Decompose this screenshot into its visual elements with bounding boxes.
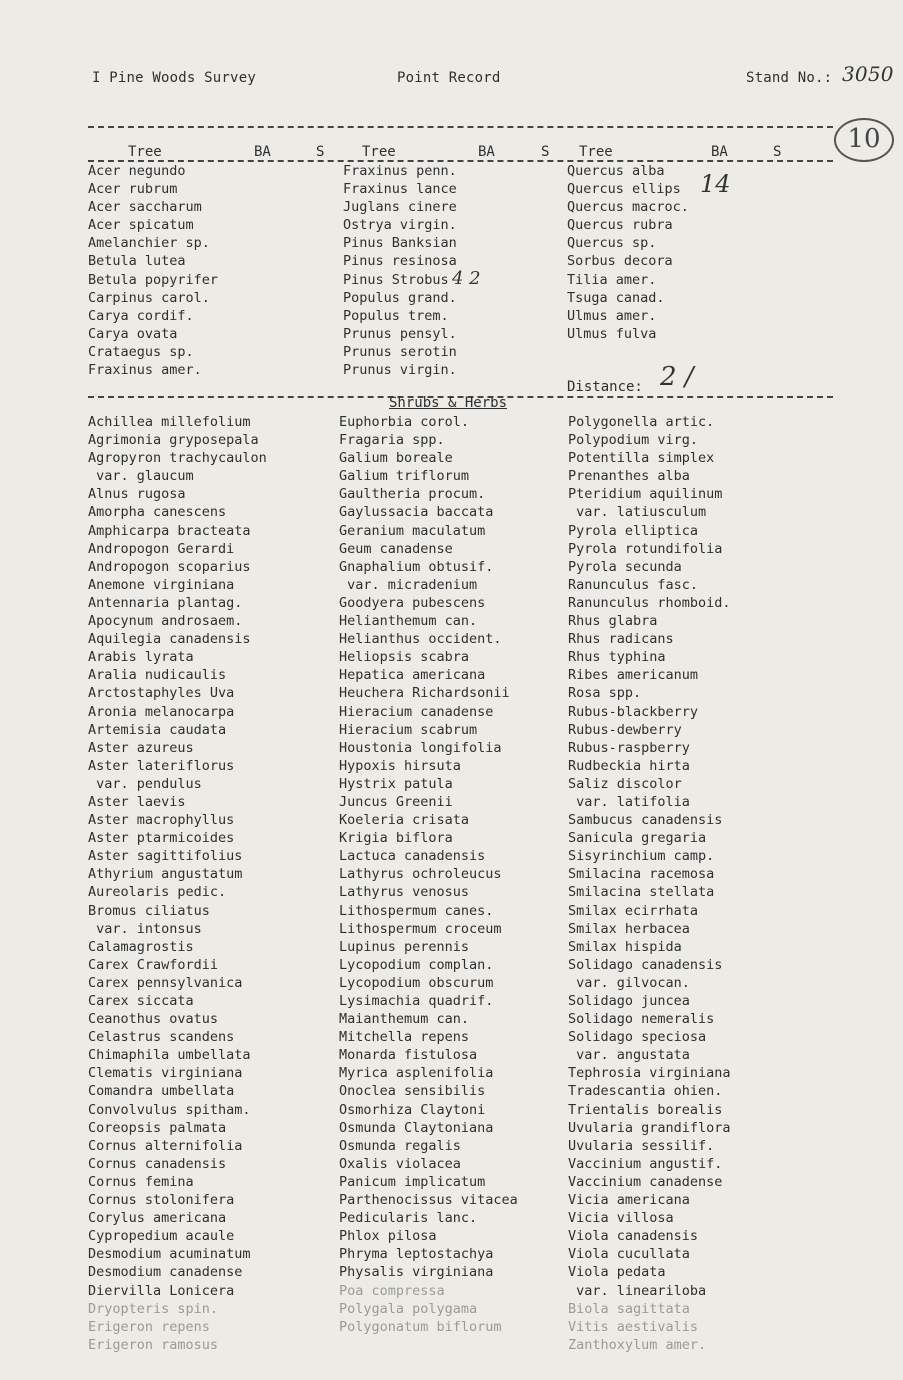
species-entry: Solidago nemeralis: [568, 1011, 715, 1028]
species-entry: Gaultheria procum.: [339, 486, 486, 503]
species-entry: Amorpha canescens: [88, 504, 227, 521]
species-entry: Agrimonia gryposepala: [88, 432, 259, 449]
species-entry: Andropogon scoparius: [88, 558, 251, 575]
species-entry: Aster ptarmicoides: [88, 830, 235, 847]
herb-list-col-1: [88, 413, 267, 1354]
species-entry: Euphorbia corol.: [339, 414, 470, 430]
species-entry: Phlox pilosa: [339, 1228, 437, 1245]
species-entry: Populus trem.: [343, 307, 449, 324]
distance-label: Distance:: [567, 379, 643, 395]
species-entry: Polygonella artic.: [568, 414, 715, 430]
species-entry: Aster lateriflorus: [88, 757, 235, 774]
species-entry: Apocynum androsaem.: [88, 613, 243, 630]
species-entry: Clematis virginiana: [88, 1065, 243, 1082]
species-entry: Aster azureus: [88, 739, 194, 756]
species-entry: var. latiusculum: [568, 504, 707, 521]
species-entry: Pyrola rotundifolia: [568, 540, 723, 557]
species-entry: Rubus-raspberry: [568, 739, 690, 756]
species-entry: Geum canadense: [339, 540, 453, 557]
species-entry: Convolvulus spitham.: [88, 1101, 251, 1118]
species-entry: Monarda fistulosa: [339, 1047, 478, 1064]
species-entry: Osmunda Claytoniana: [339, 1119, 494, 1136]
species-entry: Biola sagittata: [568, 1300, 690, 1317]
species-entry: Viola pedata: [568, 1264, 666, 1281]
species-entry: Polygala polygama: [339, 1300, 478, 1317]
species-entry: Onoclea sensibilis: [339, 1083, 486, 1100]
species-entry: Vaccinium angustif.: [568, 1155, 723, 1172]
species-entry: Quercus rubra: [567, 217, 673, 234]
species-entry: Prunus pensyl.: [343, 325, 457, 342]
species-entry: Tilia amer.: [567, 271, 657, 288]
species-entry: var. latifolia: [568, 793, 690, 810]
species-entry: Vicia americana: [568, 1192, 690, 1209]
species-entry: Mitchella repens: [339, 1029, 470, 1046]
species-entry: Cornus canadensis: [88, 1155, 227, 1172]
species-entry: Rubus-blackberry: [568, 703, 699, 720]
species-entry: Houstonia longifolia: [339, 739, 502, 756]
tree-header-3: Tree: [579, 144, 613, 160]
species-entry: Rhus radicans: [568, 631, 674, 648]
species-entry: Calamagrostis: [88, 938, 194, 955]
species-entry: Carex pennsylvanica: [88, 974, 243, 991]
species-entry: Coreopsis palmata: [88, 1119, 227, 1136]
species-entry: Cypropedium acaule: [88, 1228, 235, 1245]
species-entry: Lysimachia quadrif.: [339, 993, 494, 1009]
species-entry: Desmodium acuminatum: [88, 1246, 251, 1263]
species-entry: Geranium maculatum: [339, 522, 486, 539]
tree-header-2: Tree: [362, 144, 396, 160]
species-entry: Rhus glabra: [568, 613, 658, 630]
species-entry: Poa compressa: [339, 1282, 445, 1299]
species-entry: Osmunda regalis: [339, 1137, 461, 1154]
shrubs-herbs-title: Shrubs & Herbs: [389, 395, 508, 411]
species-entry: Lupinus perennis: [339, 938, 470, 955]
species-entry: Carpinus carol.: [88, 289, 210, 306]
species-entry: var. angustata: [568, 1047, 690, 1064]
s-header-2: S: [541, 144, 550, 160]
ba-header-2: BA: [478, 144, 495, 160]
species-entry: Helianthemum can.: [339, 613, 478, 630]
species-entry: Smilacina racemosa: [568, 866, 715, 883]
species-entry: Myrica asplenifolia: [339, 1065, 494, 1082]
species-entry: Pinus resinosa: [343, 253, 457, 270]
species-entry: Solidago juncea: [568, 993, 690, 1009]
species-entry: Arctostaphyles Uva: [88, 685, 235, 702]
species-entry: Acer rubrum: [88, 181, 178, 198]
species-entry: Galium triflorum: [339, 468, 470, 485]
species-entry: Juncus Greenii: [339, 793, 453, 810]
species-entry: Quercus macroc.: [567, 199, 689, 216]
species-entry: Solidago canadensis: [568, 956, 723, 973]
species-entry: Lithospermum canes.: [339, 902, 494, 919]
species-entry: Crataegus sp.: [88, 343, 194, 360]
species-entry: Erigeron ramosus: [88, 1336, 219, 1353]
species-entry: Viola cucullata: [568, 1246, 690, 1263]
species-entry: Achillea millefolium: [88, 414, 251, 430]
species-entry: Parthenocissus vitacea: [339, 1192, 518, 1209]
species-entry: Cornus femina: [88, 1173, 194, 1190]
species-entry: Andropogon Gerardi: [88, 540, 235, 557]
species-entry: Amphicarpa bracteata: [88, 522, 251, 539]
species-entry: Quercus ellips: [567, 181, 681, 198]
species-entry: Oxalis violacea: [339, 1155, 461, 1172]
species-entry: Smilax hispida: [568, 938, 682, 955]
species-entry: Athyrium angustatum: [88, 866, 243, 883]
distance-value: 2 /: [660, 362, 694, 392]
tree-header-1: Tree: [128, 144, 162, 160]
species-entry: Hieracium scabrum: [339, 721, 478, 738]
species-entry: Smilax herbacea: [568, 920, 690, 937]
stand-number: 3050: [842, 62, 894, 86]
species-entry: Carex Crawfordii: [88, 956, 219, 973]
species-entry: Sorbus decora: [567, 253, 673, 270]
species-entry: Populus grand.: [343, 289, 457, 306]
ba-header-3: BA: [711, 144, 728, 160]
species-entry: Desmodium canadense: [88, 1264, 243, 1281]
species-entry: Gnaphalium obtusif.: [339, 558, 494, 575]
species-entry: Goodyera pubescens: [339, 594, 486, 611]
species-entry: Fraxinus amer.: [88, 362, 202, 379]
species-entry: Amelanchier sp.: [88, 235, 210, 252]
species-entry: Vitis aestivalis: [568, 1318, 699, 1335]
species-entry: Lycopodium obscurum: [339, 974, 494, 991]
species-entry: Polypodium virg.: [568, 432, 699, 449]
species-entry: Rhus typhina: [568, 649, 666, 666]
species-entry: Chimaphila umbellata: [88, 1047, 251, 1064]
species-entry: Alnus rugosa: [88, 486, 186, 503]
handwritten-ba-pinus: 4 2: [452, 268, 481, 289]
species-entry: Helianthus occident.: [339, 631, 502, 648]
species-entry: Hepatica americana: [339, 667, 486, 684]
species-entry: var. gilvocan.: [568, 974, 690, 991]
species-entry: Aster macrophyllus: [88, 812, 235, 829]
species-entry: Polygonatum biflorum: [339, 1318, 502, 1335]
species-entry: var. linearilobа: [568, 1282, 707, 1299]
species-entry: Prunus serotin: [343, 343, 457, 360]
species-entry: Anemone virginiana: [88, 576, 235, 593]
species-entry: Tsuga canad.: [567, 289, 665, 306]
species-entry: Acer negundo: [88, 163, 186, 179]
species-entry: Rosa spp.: [568, 685, 642, 702]
species-entry: Heliopsis scabra: [339, 649, 470, 666]
species-entry: Antennaria plantag.: [88, 594, 243, 611]
species-entry: Phryma leptostachya: [339, 1246, 494, 1263]
species-entry: Maianthemum can.: [339, 1011, 470, 1028]
species-entry: Cornus alternifolia: [88, 1137, 243, 1154]
species-entry: Diervilla Lonicera: [88, 1282, 235, 1299]
species-entry: Betula lutea: [88, 253, 186, 270]
species-entry: Aronia melanocarpa: [88, 703, 235, 720]
species-entry: Artemisia caudata: [88, 721, 227, 738]
species-entry: Aralia nudicaulis: [88, 667, 227, 684]
stand-label: Stand No.:: [746, 70, 833, 86]
species-entry: Quercus alba: [567, 163, 665, 179]
species-entry: Heuchera Richardsonii: [339, 685, 510, 702]
species-entry: Ceanothus ovatus: [88, 1011, 219, 1028]
species-entry: Aster laevis: [88, 793, 186, 810]
species-entry: Lycopodium complan.: [339, 956, 494, 973]
handwritten-ba-quercus: 14: [700, 170, 731, 198]
species-entry: Ulmus amer.: [567, 307, 657, 324]
species-entry: Rudbeckia hirta: [568, 757, 690, 774]
species-entry: Sambucus canadensis: [568, 812, 723, 829]
species-entry: Ranunculus fasc.: [568, 576, 699, 593]
species-entry: Saliz discolor: [568, 775, 682, 792]
tree-list-col-3: [567, 162, 689, 343]
species-entry: Lathyrus ochroleucus: [339, 866, 502, 883]
species-entry: var. pendulus: [88, 775, 202, 792]
species-entry: Prunus virgin.: [343, 362, 457, 379]
species-entry: Smilax ecirrhata: [568, 902, 699, 919]
species-entry: Aquilegia canadensis: [88, 631, 251, 648]
species-entry: Smilacina stellata: [568, 884, 715, 901]
species-entry: Pyrola elliptica: [568, 522, 699, 539]
species-entry: Acer saccharum: [88, 199, 202, 216]
species-entry: Lithospermum croceum: [339, 920, 502, 937]
species-entry: Gaylussacia baccata: [339, 504, 494, 521]
species-entry: Uvularia grandiflora: [568, 1119, 731, 1136]
species-entry: Ulmus fulva: [567, 325, 657, 342]
s-header-3: S: [773, 144, 782, 160]
species-entry: Viola canadensis: [568, 1228, 699, 1245]
s-header-1: S: [316, 144, 325, 160]
species-entry: Sanicula gregaria: [568, 830, 707, 847]
species-entry: Sisyrinchium camp.: [568, 848, 715, 865]
species-entry: Ranunculus rhomboid.: [568, 594, 731, 611]
species-entry: Agropyron trachycaulon: [88, 450, 267, 467]
species-entry: Pedicularis lanc.: [339, 1210, 478, 1227]
species-entry: Potentilla simplex: [568, 450, 715, 467]
species-entry: Dryopteris spin.: [88, 1300, 219, 1317]
species-entry: Arabis lyrata: [88, 649, 194, 666]
species-entry: Aureolaris pedic.: [88, 884, 227, 901]
species-entry: Vicia villosa: [568, 1210, 674, 1227]
species-entry: Acer spicatum: [88, 217, 194, 234]
species-entry: Prenanthes alba: [568, 468, 690, 485]
species-entry: var. glaucum: [88, 468, 194, 485]
circled-number: 10: [834, 118, 894, 162]
species-entry: Fragaria spp.: [339, 432, 445, 449]
species-entry: Corylus americana: [88, 1210, 227, 1227]
herb-list-col-2: [339, 413, 518, 1336]
species-entry: Lathyrus venosus: [339, 884, 470, 901]
species-entry: Carya ovata: [88, 325, 178, 342]
species-entry: Comandra umbellata: [88, 1083, 235, 1100]
species-entry: Hystrix patula: [339, 775, 453, 792]
species-entry: var. intonsus: [88, 920, 202, 937]
species-entry: Rubus-dewberry: [568, 721, 682, 738]
tree-list-col-1: [88, 162, 218, 379]
species-entry: Koeleria crisata: [339, 812, 470, 829]
species-entry: Krigia biflora: [339, 830, 453, 847]
species-entry: Galium boreale: [339, 450, 453, 467]
herb-list-col-3: [568, 413, 731, 1354]
species-entry: Juglans cinere: [343, 199, 457, 216]
species-entry: Ribes americanum: [568, 667, 699, 684]
species-entry: Tephrosia virginiana: [568, 1065, 731, 1082]
species-entry: Panicum implicatum: [339, 1173, 486, 1190]
species-entry: Fraxinus penn.: [343, 163, 457, 179]
species-entry: Carya cordif.: [88, 307, 194, 324]
species-entry: Betula popyrifer: [88, 271, 219, 288]
species-entry: Osmorhiza Claytoni: [339, 1101, 486, 1118]
species-entry: Tradescantia ohien.: [568, 1083, 723, 1100]
tree-list-col-2: [343, 162, 457, 379]
species-entry: Solidago speciosa: [568, 1029, 707, 1046]
ba-header-1: BA: [254, 144, 271, 160]
species-entry: Pinus Banksian: [343, 235, 457, 252]
species-entry: Trientalis borealis: [568, 1101, 723, 1118]
species-entry: Fraxinus lance: [343, 181, 457, 198]
divider-top: [88, 126, 833, 128]
species-entry: var. micradenium: [339, 576, 478, 593]
species-entry: Lactuca canadensis: [339, 848, 486, 865]
species-entry: Pyrola secunda: [568, 558, 682, 575]
species-entry: Quercus sp.: [567, 235, 657, 252]
record-title: Point Record: [397, 70, 501, 86]
species-entry: Uvularia sessilif.: [568, 1137, 715, 1154]
species-entry: Aster sagittifolius: [88, 848, 243, 865]
species-entry: Celastrus scandens: [88, 1029, 235, 1046]
survey-title: I Pine Woods Survey: [92, 70, 256, 86]
species-entry: Bromus ciliatus: [88, 902, 210, 919]
species-entry: Carex siccata: [88, 993, 194, 1009]
species-entry: Hieracium canadense: [339, 703, 494, 720]
species-entry: Pinus Strobus: [343, 271, 449, 288]
species-entry: Pteridium aquilinum: [568, 486, 723, 503]
species-entry: Hypoxis hirsuta: [339, 757, 461, 774]
species-entry: Vaccinium canadense: [568, 1173, 723, 1190]
species-entry: Erigeron repens: [88, 1318, 210, 1335]
species-entry: Physalis virginiana: [339, 1264, 494, 1281]
species-entry: Cornus stolonifera: [88, 1192, 235, 1209]
species-entry: Zanthoxylum amer.: [568, 1336, 707, 1353]
species-entry: Ostrya virgin.: [343, 217, 457, 234]
